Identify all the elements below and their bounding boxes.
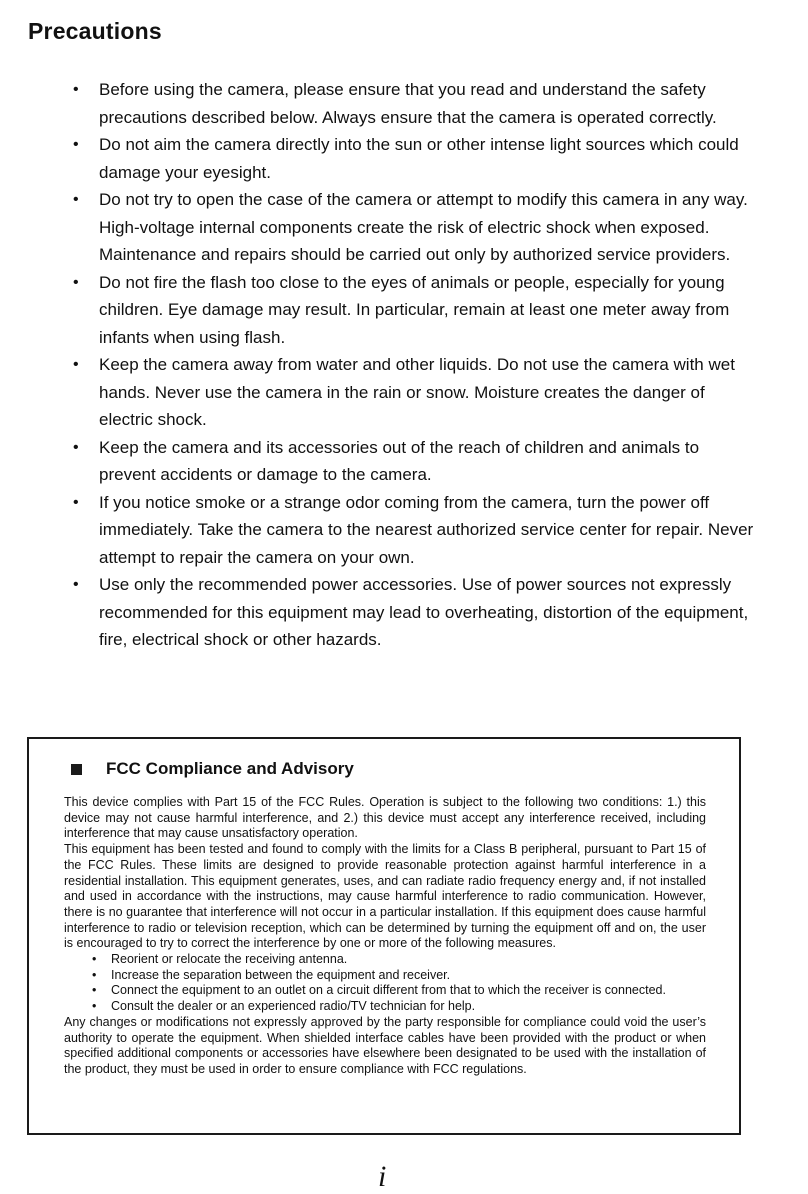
bullet-icon: • [73, 438, 79, 456]
precaution-text: Keep the camera and its accessories out of the reach of children and animals to prevent accidents or damage to the camera. [99, 437, 700, 484]
list-item [64, 983, 706, 999]
measure-text: Consult the dealer or an experienced radio/TV technician for help. [111, 999, 476, 1014]
precaution-text: Do not fire the flash too close to the eyes of animals or people, especially for young children. Eye damage may result. In particular, remain at least one meter away from infants when using flash. [99, 272, 730, 347]
list-item [73, 186, 759, 269]
bullet-icon: • [73, 81, 79, 98]
list-item [64, 968, 706, 984]
bullet-icon: • [73, 191, 79, 208]
measure-text: Increase the separation between the equipment and receiver. [111, 967, 451, 982]
fcc-heading-text: FCC Compliance and Advisory [106, 759, 354, 778]
bullet-icon: • [73, 493, 79, 511]
measure-text: Connect the equipment to an outlet on a circuit different from that to which the receiver is connected. [111, 983, 666, 998]
list-item [73, 434, 759, 489]
bullet-icon: • [73, 576, 79, 593]
fcc-paragraph: Any changes or modifications not expressly approved by the party responsible for compliance could void the user’s authority to operate the equipment. When shielded interface cables have been provided with the product or when specified additional components or accessories have elsewhere been designated to be used with the installation of the product, they must be used in order to ensure compliance with FCC regulations. [64, 1014, 706, 1076]
bullet-icon: • [73, 356, 79, 373]
list-item [73, 131, 759, 186]
bullet-icon: • [92, 952, 97, 967]
precaution-text: Keep the camera away from water and other liquids. Do not use the camera with wet hands. Never use the camera in the rain or snow. Moisture creates the danger of electric shock. [99, 355, 735, 429]
bullet-icon: • [92, 999, 97, 1014]
list-item [64, 952, 706, 968]
list-item [73, 269, 759, 352]
list-item [73, 76, 759, 131]
fcc-paragraph: This equipment has been tested and found to comply with the limits for a Class B peripheral, pursuant to Part 15 of the FCC Rules. These limits are designed to provide reasonable protection against harmful interference in a residential installation. This equipment generates, uses, and can radiate radio frequency energy and, if not installed and used in accordance with the instructions, may cause harmful interference to radio communication. However, there is no guarantee that interference will not occur in a particular installation. If this equipment does cause harmful interference to radio or television reception, which can be determined by turning the equipment off and on, the user is encouraged to try to correct the interference by one or more of the following measures. [64, 842, 706, 951]
measure-text: Reorient or relocate the receiving antenna. [111, 952, 348, 967]
page-title: Precautions [28, 18, 162, 44]
bullet-icon: • [73, 136, 79, 153]
list-item [64, 999, 706, 1015]
precaution-text: Do not aim the camera directly into the sun or other intense light sources which could damage your eyesight. [99, 135, 739, 182]
fcc-body [64, 795, 706, 1078]
square-bullet-icon [71, 764, 82, 775]
list-item [73, 571, 759, 654]
fcc-compliance-box [27, 737, 741, 1135]
fcc-measures-list [64, 952, 706, 1015]
bullet-icon: • [92, 983, 97, 998]
page-number: i [378, 1160, 387, 1193]
precaution-text: If you notice smoke or a strange odor coming from the camera, turn the power off immediately. Take the camera to the nearest authorized service center for repair. Never attempt to repair the camera on your own. [99, 492, 754, 567]
precautions-list [73, 76, 759, 654]
precaution-text: Do not try to open the case of the camera or attempt to modify this camera in any way. High-voltage internal components create the risk of electric shock when exposed. Maintenance and repairs should be carried out only by authorized service providers. [99, 190, 748, 264]
list-item [73, 489, 759, 572]
list-item [73, 351, 759, 434]
precaution-text: Use only the recommended power accessories. Use of power sources not expressly recommended for this equipment may lead to overheating, distortion of the equipment, fire, electrical shock or other hazards. [99, 575, 749, 649]
precaution-text: Before using the camera, please ensure that you read and understand the safety precautions described below. Always ensure that the camera is operated correctly. [99, 80, 717, 127]
fcc-paragraph: This device complies with Part 15 of the FCC Rules. Operation is subject to the following two conditions: 1.) this device may not cause harmful interference, and 2.) this device must accept any interference received, including interference that may cause unsatisfactory operation. [64, 795, 706, 841]
bullet-icon: • [92, 967, 97, 982]
bullet-icon: • [73, 273, 79, 291]
fcc-heading [71, 759, 354, 779]
